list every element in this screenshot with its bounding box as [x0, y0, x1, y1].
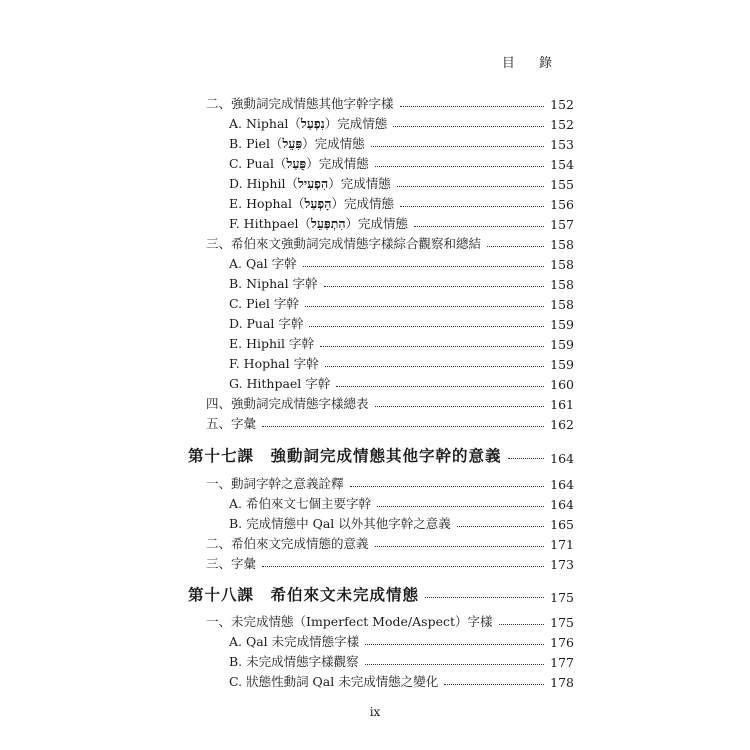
toc-entry — [229, 650, 574, 670]
toc-entry-label — [229, 134, 365, 152]
toc-page-number: 175 — [550, 615, 574, 630]
toc-entry-label: E. Hiphil 字幹 — [229, 336, 314, 351]
leader-dots — [397, 186, 544, 187]
label-prefix: B. Piel（ — [229, 136, 283, 151]
toc-entry-label: 一、未完成情態（Imperfect Mode/Aspect）字樣 — [206, 614, 493, 629]
leader-dots — [324, 286, 545, 287]
toc-entry — [229, 670, 574, 690]
toc-page-number: 164 — [550, 497, 574, 512]
toc-page-number: 160 — [550, 377, 574, 392]
toc-page-number: 164 — [550, 477, 574, 492]
toc-entry-label: C. Piel 字幹 — [229, 296, 299, 311]
leader-dots — [425, 597, 544, 598]
toc-entry-label: F. Hophal 字幹 — [229, 356, 319, 371]
toc-page-number: 159 — [550, 317, 574, 332]
leader-dots — [377, 506, 544, 507]
leader-dots — [400, 106, 545, 107]
toc-page-number: 153 — [550, 137, 574, 152]
label-prefix: C. Pual（ — [229, 156, 287, 171]
leader-dots — [508, 458, 545, 459]
toc-entry-label: 二、強動詞完成情態其他字幹字樣 — [206, 96, 394, 111]
toc-entry — [229, 292, 574, 312]
toc-page-number: 171 — [550, 537, 574, 552]
toc-page-number: 173 — [550, 557, 574, 572]
toc-page-number: 155 — [550, 177, 574, 192]
toc-entry — [206, 92, 574, 112]
label-suffix: ）完成情態 — [345, 216, 409, 231]
toc-entry — [229, 630, 574, 650]
leader-dots — [457, 526, 544, 527]
toc-page-number: 157 — [550, 217, 574, 232]
toc-page-number: 158 — [550, 277, 574, 292]
toc-page-number: 152 — [550, 97, 574, 112]
toc-entry — [229, 332, 574, 352]
hebrew-term: נִפְעַל — [300, 116, 325, 131]
toc-page-number: 154 — [550, 157, 574, 172]
toc-entry-label: B. 未完成情態字樣觀察 — [229, 654, 359, 669]
toc-entry — [229, 252, 574, 272]
hebrew-term: פִּעֵל — [282, 136, 303, 151]
leader-dots — [365, 664, 545, 665]
toc-entry-label: B. Niphal 字幹 — [229, 276, 318, 291]
leader-dots — [350, 486, 545, 487]
toc-chapter-entry — [188, 579, 574, 605]
toc-entry-label: A. 希伯來文七個主要字幹 — [229, 496, 371, 511]
toc-entry-label: B. 完成情態中 Qal 以外其他字幹之意義 — [229, 516, 451, 531]
leader-dots — [400, 206, 544, 207]
leader-dots — [375, 406, 545, 407]
leader-dots — [487, 246, 544, 247]
toc-page-number: 164 — [550, 451, 574, 466]
toc-entry — [206, 472, 574, 492]
toc-page-number: 165 — [550, 517, 574, 532]
hebrew-term: הִפְעִיל — [297, 176, 329, 191]
toc-entry — [206, 610, 574, 630]
toc-entry-label — [229, 154, 369, 172]
toc-entry-label: A. Qal 字幹 — [229, 256, 297, 271]
toc-entry-label: 三、字彙 — [206, 556, 257, 571]
toc-entry — [229, 512, 574, 532]
hebrew-term: פֻּעַל — [286, 156, 307, 171]
toc-page-number: 152 — [550, 117, 574, 132]
toc-entry — [229, 132, 574, 152]
leader-dots — [393, 126, 544, 127]
toc-entry-label: C. 狀態性動詞 Qal 未完成情態之變化 — [229, 674, 439, 689]
toc-entry — [206, 412, 574, 432]
running-header-title: 目 錄 — [501, 56, 562, 71]
leader-dots — [371, 146, 544, 147]
toc-page-number: 161 — [550, 397, 574, 412]
chapter-title: 第十八課 希伯來文未完成情態 — [188, 585, 420, 604]
label-suffix: ）完成情態 — [331, 196, 394, 211]
leader-dots — [414, 226, 544, 227]
toc-entry — [206, 552, 574, 572]
label-prefix: D. Hiphil（ — [229, 176, 298, 191]
toc-page-number: 176 — [550, 635, 574, 650]
label-prefix: E. Hophal（ — [229, 196, 305, 211]
toc-entry — [229, 212, 574, 232]
toc-entry — [206, 532, 574, 552]
label-suffix: ）完成情態 — [302, 136, 365, 151]
toc-entry-label: 三、希伯來文強動詞完成情態字樣綜合觀察和總結 — [206, 236, 482, 251]
toc-page-number: 175 — [550, 590, 574, 605]
hebrew-term: הָפְעַל — [304, 196, 332, 211]
leader-dots — [444, 684, 544, 685]
leader-dots — [305, 306, 544, 307]
label-prefix: F. Hithpael（ — [229, 216, 311, 231]
toc-entry — [229, 192, 574, 212]
toc-entry — [206, 392, 574, 412]
label-suffix: ）完成情態 — [306, 156, 369, 171]
label-suffix: ）完成情態 — [324, 116, 388, 131]
toc-entry-label: G. Hithpael 字幹 — [229, 376, 331, 391]
toc-entry-label: 四、強動詞完成情態字樣總表 — [206, 396, 369, 411]
toc-entry-label — [229, 174, 391, 192]
toc-page-number: 159 — [550, 337, 574, 352]
toc-page-number: 158 — [550, 297, 574, 312]
toc-entry — [229, 312, 574, 332]
toc-page-number: 156 — [550, 197, 574, 212]
chapter-title: 第十七課 強動詞完成情態其他字幹的意義 — [188, 446, 502, 465]
leader-dots — [320, 346, 544, 347]
toc-entry — [229, 112, 574, 132]
label-prefix: A. Niphal（ — [229, 116, 301, 131]
toc-chapter-entry — [188, 440, 574, 466]
toc-page-number: 158 — [550, 237, 574, 252]
toc-entry-label: A. Qal 未完成情態字樣 — [229, 634, 360, 649]
toc-entry — [229, 492, 574, 512]
leader-dots — [375, 546, 545, 547]
label-suffix: ）完成情態 — [328, 176, 391, 191]
toc-page-number: 162 — [550, 417, 574, 432]
toc-entry-label: D. Pual 字幹 — [229, 316, 304, 331]
toc-entry-label: 一、動詞字幹之意義詮釋 — [206, 476, 344, 491]
toc-entry — [229, 152, 574, 172]
toc-entry-label: 二、希伯來文完成情態的意義 — [206, 536, 369, 551]
toc-page-number: 177 — [550, 655, 574, 670]
leader-dots — [309, 326, 544, 327]
leader-dots — [336, 386, 544, 387]
toc-entry — [206, 232, 574, 252]
toc-entry — [229, 272, 574, 292]
leader-dots — [375, 166, 544, 167]
toc-entry-label — [229, 114, 387, 132]
leader-dots — [365, 644, 544, 645]
toc-entry — [229, 172, 574, 192]
leader-dots — [499, 624, 545, 625]
toc-entry — [229, 352, 574, 372]
leader-dots — [262, 426, 544, 427]
toc-page-number: 178 — [550, 675, 574, 690]
page-number-footer: ix — [369, 705, 381, 719]
toc-page-number: 159 — [550, 357, 574, 372]
hebrew-term: הִתְפַּעֵל — [311, 216, 346, 231]
toc-entry-label — [229, 194, 394, 212]
toc-page-number: 158 — [550, 257, 574, 272]
leader-dots — [303, 266, 544, 267]
leader-dots — [262, 566, 544, 567]
toc-entry — [229, 372, 574, 392]
leader-dots — [325, 366, 545, 367]
toc-entry-label: 五、字彙 — [206, 416, 257, 431]
toc-entry-label — [229, 214, 408, 232]
